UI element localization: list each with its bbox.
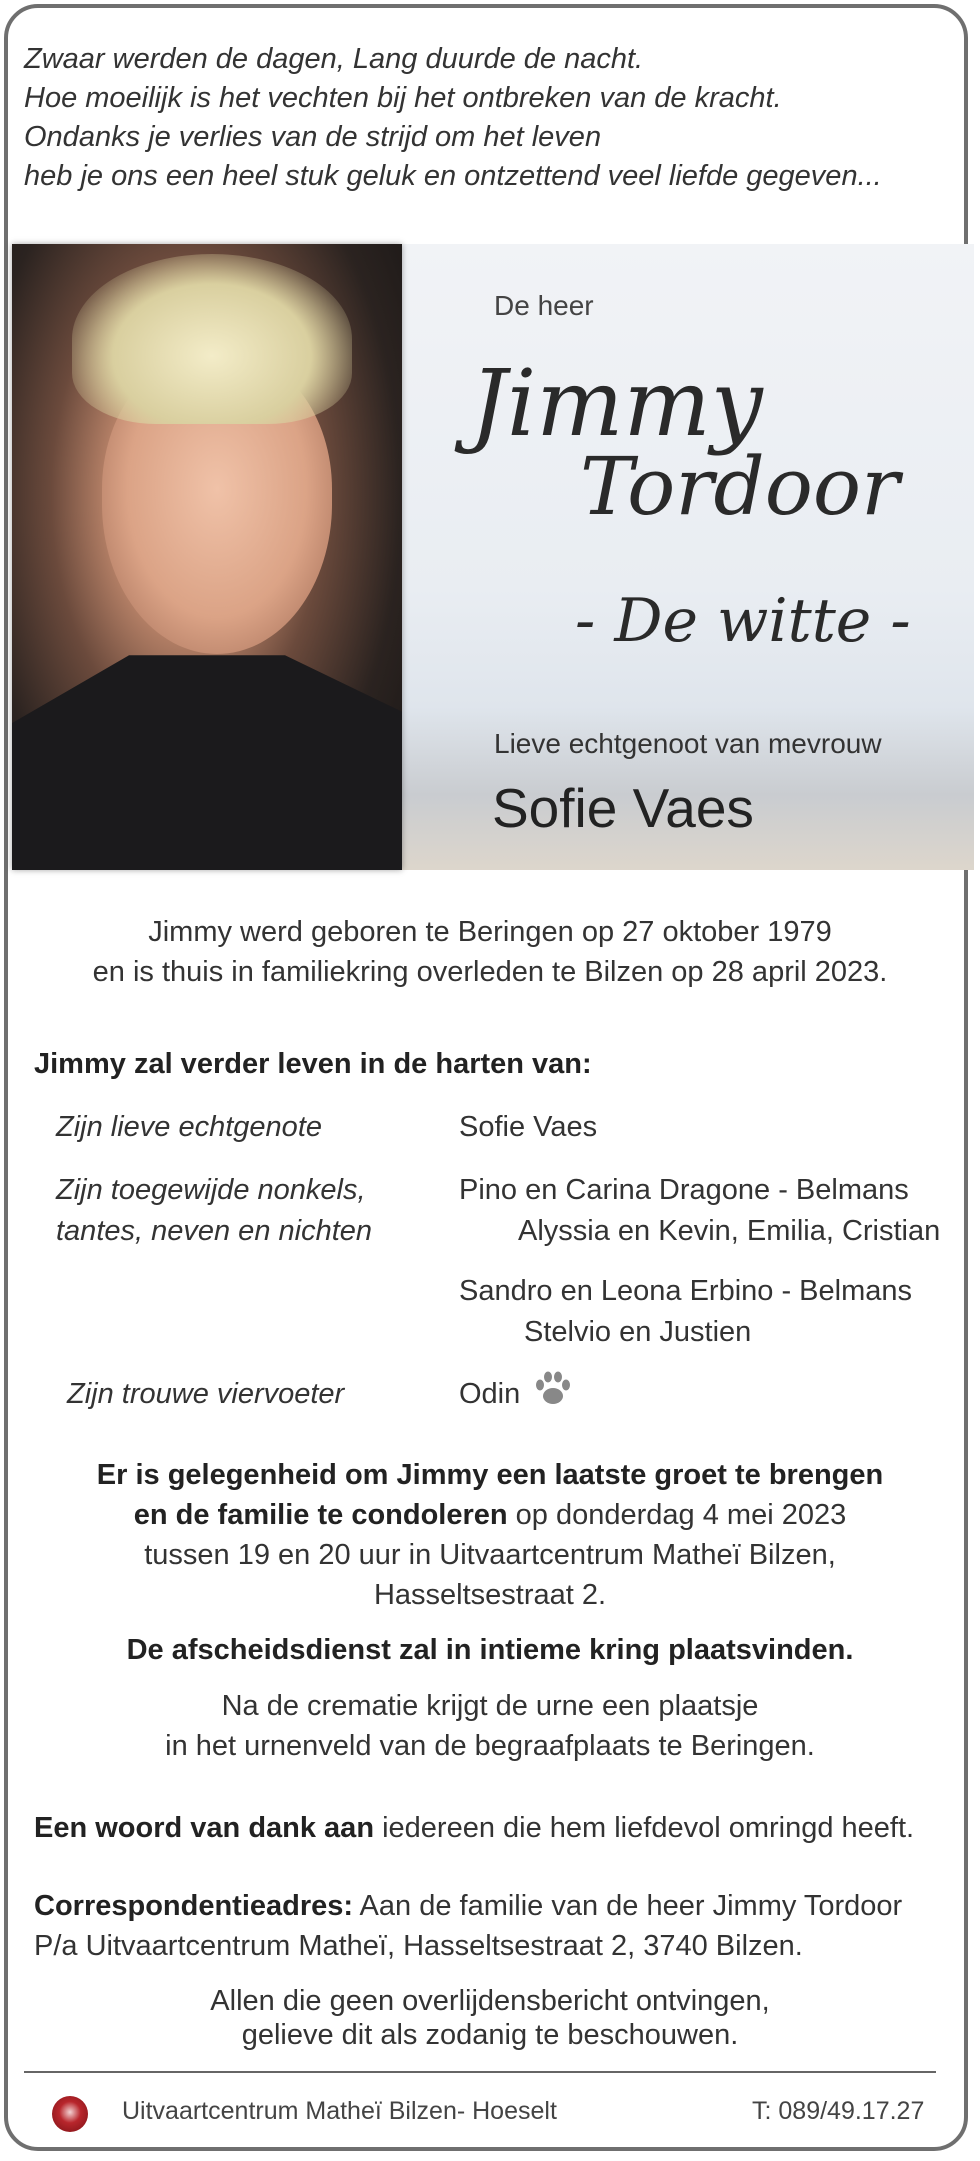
relation-names: Alyssia en Kevin, Emilia, Cristian [518, 1215, 941, 1247]
relation-names: Odin [459, 1378, 521, 1410]
last-name: Tordoor [580, 440, 900, 533]
spouse-label: Lieve echtgenoot van mevrouw [494, 728, 882, 759]
relation-names: Sandro en Leona Erbino - Belmans [459, 1275, 913, 1307]
correspondence-address: Correspondentieadres: Aan de familie van de heer Jimmy Tordoor P/a Uitvaartcentrum Matheï, Hasseltsestraat 2, 3740 Bilzen. [34, 1890, 903, 1962]
poem-line: Hoe moeilijk is het vechten bij het ontbreken van de kracht. [24, 82, 782, 114]
relation-label: Zijn trouwe viervoeter [67, 1378, 345, 1410]
relation-label: Zijn toegewijde nonkels, tantes, neven en nichten [56, 1174, 373, 1247]
poem [24, 40, 944, 196]
title-prefix: De heer [494, 290, 594, 321]
poem-line: Ondanks je verlies van de strijd om het leven [24, 121, 602, 153]
relation-label: Zijn lieve echtgenote [56, 1111, 322, 1143]
footer-company: Uitvaartcentrum Matheï Bilzen- Hoeselt [122, 2097, 557, 2125]
relation-names: Pino en Carina Dragone - Belmans [459, 1174, 909, 1206]
urn-info: Na de crematie krijgt de urne een plaatsje in het urnenveld van de begraafplaats te Beringen. [165, 1690, 815, 1762]
nickname: - De witte - [575, 586, 911, 656]
birth-info [0, 912, 980, 992]
relation-names: Stelvio en Justien [524, 1316, 752, 1348]
birth-line: Jimmy werd geboren te Beringen op 27 oktober 1979 [148, 916, 832, 948]
thanks-line: Een woord van dank aan iedereen die hem liefdevol omringd heeft. [34, 1812, 915, 1844]
first-name: Jimmy [470, 350, 763, 457]
spouse-name: Sofie Vaes [492, 777, 754, 839]
relation-names: Sofie Vaes [459, 1111, 598, 1143]
death-line: en is thuis in familiekring overleden te Bilzen op 28 april 2023. [92, 956, 888, 988]
footer-divider [24, 2071, 936, 2073]
paw-icon [532, 1368, 574, 1410]
footer-phone: T: 089/49.17.27 [752, 2097, 925, 2125]
poem-line: heb je ons een heel stuk geluk en ontzettend veel liefde gegeven... [24, 160, 882, 192]
visitation-info: Er is gelegenheid om Jimmy een laatste groet te brengen en de familie te condoleren op donderdag 4 mei 2023 tussen 19 en 20 uur in Uitvaartcentrum Matheï Bilzen, Hasseltsestraat 2. [96, 1459, 884, 1611]
service-info: De afscheidsdienst zal in intieme kring plaatsvinden. [126, 1634, 854, 1666]
rose-logo-icon [52, 2096, 88, 2132]
notice: Allen die geen overlijdensbericht ontvingen, gelieve dit als zodanig te beschouwen. [210, 1985, 770, 2051]
portrait-photo [12, 244, 402, 870]
family-title: Jimmy zal verder leven in de harten van: [34, 1048, 592, 1080]
poem-line: Zwaar werden de dagen, Lang duurde de nacht. [24, 43, 644, 75]
